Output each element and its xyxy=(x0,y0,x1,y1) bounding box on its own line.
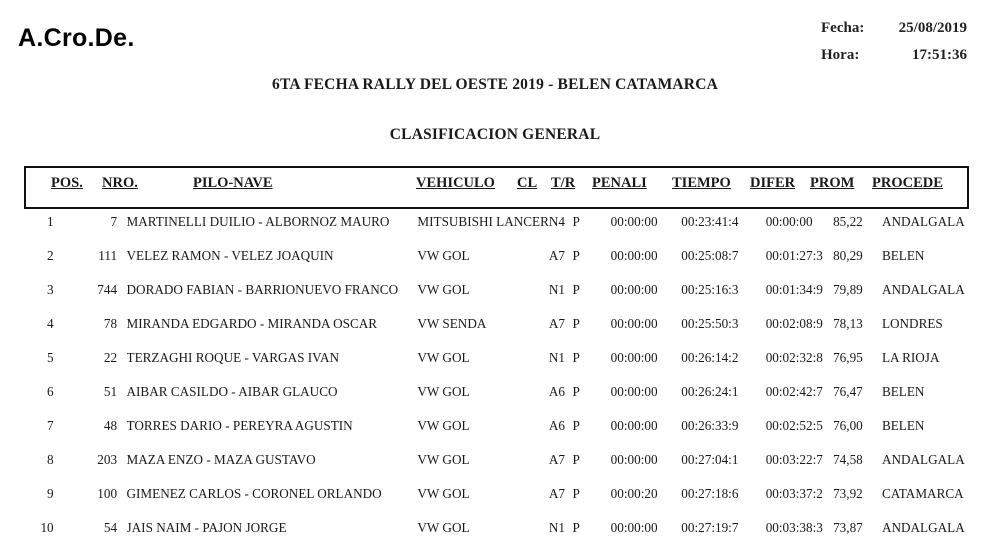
driver-codriver-cell: MIRANDA EDGARDO - MIRANDA OSCAR xyxy=(126,316,378,331)
penalty-cell: 00:00:00 xyxy=(610,350,658,365)
penalty-cell: 00:00:00 xyxy=(610,214,658,229)
spacer-cell xyxy=(117,273,126,307)
vehicle-cell: VW GOL xyxy=(417,418,470,433)
position-cell: 9 xyxy=(47,486,54,501)
average-cell: 76,00 xyxy=(833,418,863,433)
tr-cell: P xyxy=(572,384,580,399)
table-row xyxy=(0,409,1000,443)
organization-logo: A.Cro.De. xyxy=(18,24,135,52)
date-value: 25/08/2019 xyxy=(898,20,967,36)
column-header-cl: CL xyxy=(517,175,538,191)
results-table xyxy=(0,205,1000,545)
time-cell: 00:25:16:3 xyxy=(681,282,739,297)
car-number-cell: 744 xyxy=(97,282,118,297)
difference-cell: 00:01:34:9 xyxy=(765,282,823,297)
car-number-cell: 203 xyxy=(97,452,118,467)
event-title: 6TA FECHA RALLY DEL OESTE 2019 - BELEN CATAMARCA xyxy=(272,76,718,93)
tr-cell: P xyxy=(572,418,580,433)
spacer-cell xyxy=(54,443,79,477)
spacer-cell xyxy=(54,239,79,273)
vehicle-cell: VW GOL xyxy=(417,282,470,297)
average-cell: 80,29 xyxy=(833,248,863,263)
table-row xyxy=(0,443,1000,477)
difference-cell: 00:03:22:7 xyxy=(765,452,823,467)
position-cell: 10 xyxy=(40,520,54,535)
penalty-cell: 00:00:20 xyxy=(610,486,658,501)
difference-cell: 00:03:37:2 xyxy=(765,486,823,501)
driver-codriver-cell: MARTINELLI DUILIO - ALBORNOZ MAURO xyxy=(126,214,390,229)
vehicle-cell: VW GOL xyxy=(417,452,470,467)
position-cell: 8 xyxy=(47,452,54,467)
difference-cell: 00:02:42:7 xyxy=(765,384,823,399)
tr-cell: P xyxy=(572,282,580,297)
difference-cell: 00:02:32:8 xyxy=(765,350,823,365)
driver-codriver-cell: MAZA ENZO - MAZA GUSTAVO xyxy=(126,452,316,467)
penalty-cell: 00:00:00 xyxy=(610,248,658,263)
table-row xyxy=(0,307,1000,341)
vehicle-cell: VW GOL xyxy=(417,486,470,501)
spacer-cell xyxy=(117,205,126,239)
origin-cell: ANDALGALA xyxy=(881,282,965,297)
tr-cell: P xyxy=(572,486,580,501)
time-cell: 00:27:19:7 xyxy=(681,520,739,535)
time-cell: 00:23:41:4 xyxy=(681,214,739,229)
vehicle-cell: VW GOL xyxy=(417,520,470,535)
spacer-cell xyxy=(117,307,126,341)
average-cell: 76,95 xyxy=(833,350,863,365)
difference-cell: 00:01:27:3 xyxy=(765,248,823,263)
origin-cell: BELEN xyxy=(881,248,925,263)
table-row xyxy=(0,205,1000,239)
penalty-cell: 00:00:00 xyxy=(610,384,658,399)
class-cell: N1 xyxy=(548,350,566,365)
class-cell: N1 xyxy=(548,520,566,535)
driver-codriver-cell: VELEZ RAMON - VELEZ JOAQUIN xyxy=(126,248,334,263)
spacer-cell xyxy=(54,205,79,239)
table-row xyxy=(0,239,1000,273)
column-header-pos: POS. xyxy=(51,175,83,191)
column-header-difer: DIFER xyxy=(750,175,796,191)
tr-cell: P xyxy=(572,350,580,365)
spacer-cell xyxy=(117,477,126,511)
class-cell: N4 xyxy=(548,214,566,229)
column-header-tr: T/R xyxy=(551,175,576,191)
difference-cell: 00:02:52:5 xyxy=(765,418,823,433)
class-cell: A7 xyxy=(548,316,566,331)
time-cell: 00:26:33:9 xyxy=(681,418,739,433)
time-label: Hora: xyxy=(821,47,860,63)
column-header-vehiculo: VEHICULO xyxy=(416,175,495,191)
time-cell: 00:27:18:6 xyxy=(681,486,739,501)
difference-cell: 00:00:00 xyxy=(765,214,813,229)
date-label: Fecha: xyxy=(821,20,865,36)
table-row xyxy=(0,477,1000,511)
vehicle-cell: VW GOL xyxy=(417,350,470,365)
difference-cell: 00:02:08:9 xyxy=(765,316,823,331)
driver-codriver-cell: JAIS NAIM - PAJON JORGE xyxy=(126,520,287,535)
time-value: 17:51:36 xyxy=(912,47,967,63)
column-header-tiempo: TIEMPO xyxy=(672,175,731,191)
driver-codriver-cell: TERZAGHI ROQUE - VARGAS IVAN xyxy=(126,350,339,365)
results-body xyxy=(0,205,1000,545)
class-cell: A7 xyxy=(548,452,566,467)
class-cell: A7 xyxy=(548,486,566,501)
table-row xyxy=(0,511,1000,545)
column-header-nro: NRO. xyxy=(102,175,138,191)
position-cell: 7 xyxy=(47,418,54,433)
car-number-cell: 48 xyxy=(103,418,118,433)
origin-cell: ANDALGALA xyxy=(881,214,965,229)
column-header-prom: PROM xyxy=(810,175,855,191)
vehicle-cell: VW GOL xyxy=(417,248,470,263)
average-cell: 79,89 xyxy=(833,282,863,297)
time-cell: 00:26:24:1 xyxy=(681,384,739,399)
average-cell: 85,22 xyxy=(833,214,863,229)
spacer-cell xyxy=(117,341,126,375)
spacer-cell xyxy=(54,341,79,375)
car-number-cell: 51 xyxy=(103,384,118,399)
table-row xyxy=(0,273,1000,307)
penalty-cell: 00:00:00 xyxy=(610,316,658,331)
spacer-cell xyxy=(117,443,126,477)
average-cell: 73,87 xyxy=(833,520,863,535)
car-number-cell: 7 xyxy=(110,214,118,229)
class-cell: N1 xyxy=(548,282,566,297)
time-cell: 00:27:04:1 xyxy=(681,452,739,467)
spacer-cell xyxy=(117,375,126,409)
origin-cell: BELEN xyxy=(881,384,925,399)
car-number-cell: 78 xyxy=(103,316,118,331)
tr-cell: P xyxy=(572,520,580,535)
difference-cell: 00:03:38:3 xyxy=(765,520,823,535)
penalty-cell: 00:00:00 xyxy=(610,282,658,297)
column-header-penali: PENALI xyxy=(592,175,647,191)
average-cell: 73,92 xyxy=(833,486,863,501)
driver-codriver-cell: AIBAR CASILDO - AIBAR GLAUCO xyxy=(126,384,338,399)
class-cell: A7 xyxy=(548,248,566,263)
driver-codriver-cell: TORRES DARIO - PEREYRA AGUSTIN xyxy=(126,418,353,433)
spacer-cell xyxy=(117,239,126,273)
time-cell: 00:25:08:7 xyxy=(681,248,739,263)
position-cell: 5 xyxy=(47,350,54,365)
spacer-cell xyxy=(54,307,79,341)
car-number-cell: 111 xyxy=(98,248,118,263)
tr-cell: P xyxy=(572,248,580,263)
report-meta-values xyxy=(899,18,967,72)
penalty-cell: 00:00:00 xyxy=(610,520,658,535)
position-cell: 6 xyxy=(47,384,54,399)
driver-codriver-cell: GIMENEZ CARLOS - CORONEL ORLANDO xyxy=(126,486,382,501)
spacer-cell xyxy=(117,511,126,545)
column-header-procede: PROCEDE xyxy=(872,175,943,191)
position-cell: 4 xyxy=(47,316,54,331)
class-cell: A6 xyxy=(548,418,566,433)
driver-codriver-cell: DORADO FABIAN - BARRIONUEVO FRANCO xyxy=(126,282,399,297)
spacer-cell xyxy=(54,477,79,511)
average-cell: 78,13 xyxy=(833,316,863,331)
penalty-cell: 00:00:00 xyxy=(610,418,658,433)
tr-cell: P xyxy=(572,214,580,229)
spacer-cell xyxy=(54,273,79,307)
spacer-cell xyxy=(117,409,126,443)
report-meta-labels xyxy=(821,18,864,72)
position-cell: 2 xyxy=(47,248,54,263)
time-cell: 00:26:14:2 xyxy=(681,350,739,365)
vehicle-cell: VW SENDA xyxy=(417,316,487,331)
tr-cell: P xyxy=(572,316,580,331)
tr-cell: P xyxy=(572,452,580,467)
position-cell: 3 xyxy=(47,282,54,297)
column-header-pilo-nave: PILO-NAVE xyxy=(193,175,273,191)
spacer-cell xyxy=(54,409,79,443)
vehicle-cell: MITSUBISHI LANCER xyxy=(417,214,549,229)
origin-cell: LONDRES xyxy=(881,316,943,331)
time-cell: 00:25:50:3 xyxy=(681,316,739,331)
class-cell: A6 xyxy=(548,384,566,399)
penalty-cell: 00:00:00 xyxy=(610,452,658,467)
average-cell: 74,58 xyxy=(833,452,863,467)
car-number-cell: 100 xyxy=(97,486,118,501)
table-row xyxy=(0,341,1000,375)
position-cell: 1 xyxy=(47,214,54,229)
origin-cell: CATAMARCA xyxy=(881,486,964,501)
origin-cell: ANDALGALA xyxy=(881,520,965,535)
table-row xyxy=(0,375,1000,409)
car-number-cell: 22 xyxy=(103,350,118,365)
classification-title: CLASIFICACION GENERAL xyxy=(389,126,601,143)
average-cell: 76,47 xyxy=(833,384,863,399)
origin-cell: ANDALGALA xyxy=(881,452,965,467)
origin-cell: LA RIOJA xyxy=(881,350,940,365)
spacer-cell xyxy=(54,511,79,545)
car-number-cell: 54 xyxy=(103,520,118,535)
origin-cell: BELEN xyxy=(881,418,925,433)
vehicle-cell: VW GOL xyxy=(417,384,470,399)
spacer-cell xyxy=(54,375,79,409)
